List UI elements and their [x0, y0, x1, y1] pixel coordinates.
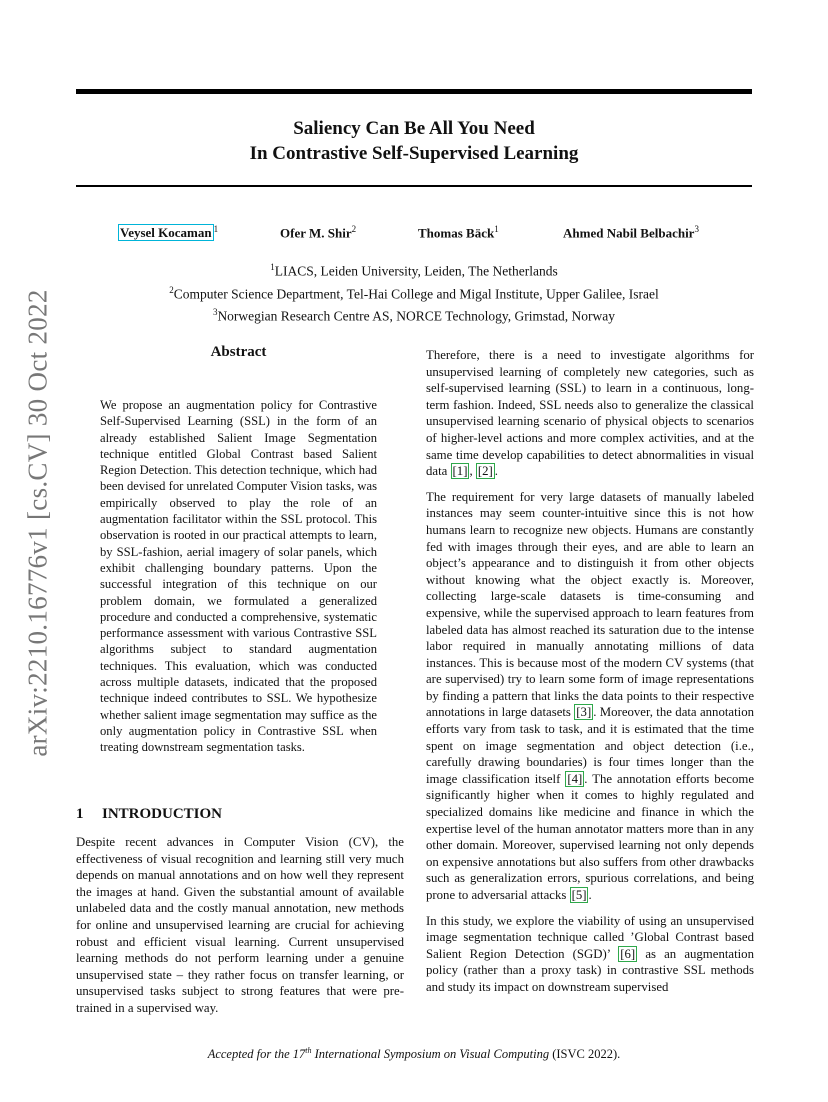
author-2-name: Ofer M. Shir [280, 225, 352, 241]
author-3-name: Thomas Bäck [418, 225, 495, 241]
arxiv-identifier: arXiv:2210.16776v1 [cs.CV] 30 Oct 2022 [22, 289, 53, 757]
intro-paragraph-2: Therefore, there is a need to investigate algorithms for unsupervised learning of completely new categories, such as self-supervised learning (SSL) to learn in a continuous, long-term fashion. Indeed, SSL needs also to generalize the classical unsupervised learning scenario of physical objects to scenarios of higher-level actions and more complex activities, and at the same time develop capabilities to detect abnormalities in visual data [1] , [2] . [426, 348, 754, 479]
author-2 [280, 224, 356, 241]
arxiv-sidebar [0, 0, 60, 1102]
citation-6[interactable]: [6] [620, 946, 636, 961]
citation-1[interactable]: [1] [452, 464, 468, 479]
citation-4[interactable]: [4] [567, 771, 583, 786]
author-4-sup: 3 [694, 224, 699, 234]
intro-paragraph-3: The requirement for very large datasets of manually labeled instances may seem counter-intuitive since this is not how humans learn to recognize new objects. Humans are constantly fed with images through their eyes, and are able to learn an object’s appearance and to distinguish it from other objects without knowing what the object exactly is. Moreover, collecting large-scale datasets is time-consuming and expensive, while the supervised approach to learn features from labeled data has almost reached its saturation due to the intense labor required in manually annotating millions of data instances. This is because most of the modern CV systems (that are supervised) try to learn some form of image representations by finding a pattern that links the data points to their respective annotations in large datasets [3] . Moreover, the data annotation efforts vary from task to task, and it is estimated that the time spent on image segmentation and object detection (i.e., carefully drawing boundaries) is four times longer than the image classification itself [4] . The annotation efforts become significantly higher when it comes to highly regulated and specialized domains like medicine and finance in which the expertise level of the human annotator matters more than in any other domain. Moreover, supervised learning not only depends on expensive annotations but also suffers from other drawbacks such as generalization errors, spurious correlations, and being prone to adversarial attacks [5] . [426, 489, 754, 902]
affiliation-3: $^3$Norwegian Research Centre AS, NORCE Technology, Grimstad, Norway [212, 307, 616, 324]
intro-paragraph-1: Despite recent advances in Computer Vision (CV), the effectiveness of visual recognition and learning still very much depends on manual annotations and on how well they represent the images at hand. Given the substantial amount of available unlabeled data and the costly manual annotation, new methods for online and unsupervised learning are crucial for achieving robust and efficient visual learning. Current unsupervised learning methods do not perform learning under a genuine unsupervised state – they rather focus on transfer learning, or unsupervised tasks subject to strong features that were pre-trained in a supervised way. [76, 835, 404, 1015]
citation-5[interactable]: [5] [571, 888, 587, 902]
affiliations [76, 258, 752, 326]
author-1[interactable] [118, 224, 218, 241]
author-4-name: Ahmed Nabil Belbachir [563, 225, 695, 241]
title-line-1: Saliency Can Be All You Need [293, 118, 535, 139]
section-heading-introduction [76, 806, 222, 823]
author-list [76, 224, 752, 244]
page-footer: Accepted for the 17th International Symposium on Visual Computing (ISVC 2022). [207, 1046, 621, 1062]
title-bottom-rule [76, 185, 752, 187]
author-3 [418, 224, 499, 241]
author-1-name[interactable]: Veysel Kocaman [120, 225, 212, 241]
author-2-sup: 2 [351, 224, 357, 234]
author-1-sup: 1 [213, 224, 219, 234]
citation-2[interactable]: [2] [477, 464, 493, 479]
author-3-sup: 1 [494, 224, 499, 234]
abstract-heading: Abstract [210, 344, 267, 360]
intro-paragraph-4: In this study, we explore the viability of using an unsupervised image segmentation technique called ’Global Contrast based Salient Region Detection (SGD)’ [6] as an augmentation policy (rather than a proxy task) in contrastive SSL methods and study its impact on downstream supervised [426, 913, 754, 994]
affiliation-1: $^1$LIACS, Leiden University, Leiden, The Netherlands [270, 262, 558, 279]
title-line-2: In Contrastive Self-Supervised Learning [249, 143, 579, 164]
section-number: 1 [76, 806, 84, 822]
right-column [426, 347, 754, 1005]
abstract-body: We propose an augmentation policy for Contrastive Self-Supervised Learning (SSL) in the form of an already established Salient Image Segmentation technique entitled Global Contrast based Salient Region Detection. This detection technique, which had been devised for unrelated Computer Vision tasks, was empirically observed to play the role of an augmentation facilitator within the SSL protocol. This observation is rooted in our practical attempts to learn, by SSL-fashion, aerial imagery of solar panels, which exhibit challenging boundary patterns. Upon the successful integration of this technique on our problem domain, we formulated a generalized procedure and conducted a comprehensive, systematic performance assessment with various Contrastive SSL algorithms subject to standard augmentation techniques. This evaluation, which was conducted across multiple datasets, indicated that the proposed technique indeed contributes to SSL. We hypothesize whether salient image segmentation may suffice as the only augmentation policy in Contrastive SSL when treating downstream segmentation tasks. [100, 398, 377, 755]
paper-title [76, 116, 752, 166]
citation-3[interactable]: [3] [576, 705, 592, 720]
section-title: INTRODUCTION [102, 806, 223, 822]
affiliation-2: $^2$Computer Science Department, Tel-Hai College and Migal Institute, Upper Galilee, Israel [169, 284, 659, 301]
title-top-rule [76, 89, 752, 94]
author-4 [563, 224, 699, 241]
